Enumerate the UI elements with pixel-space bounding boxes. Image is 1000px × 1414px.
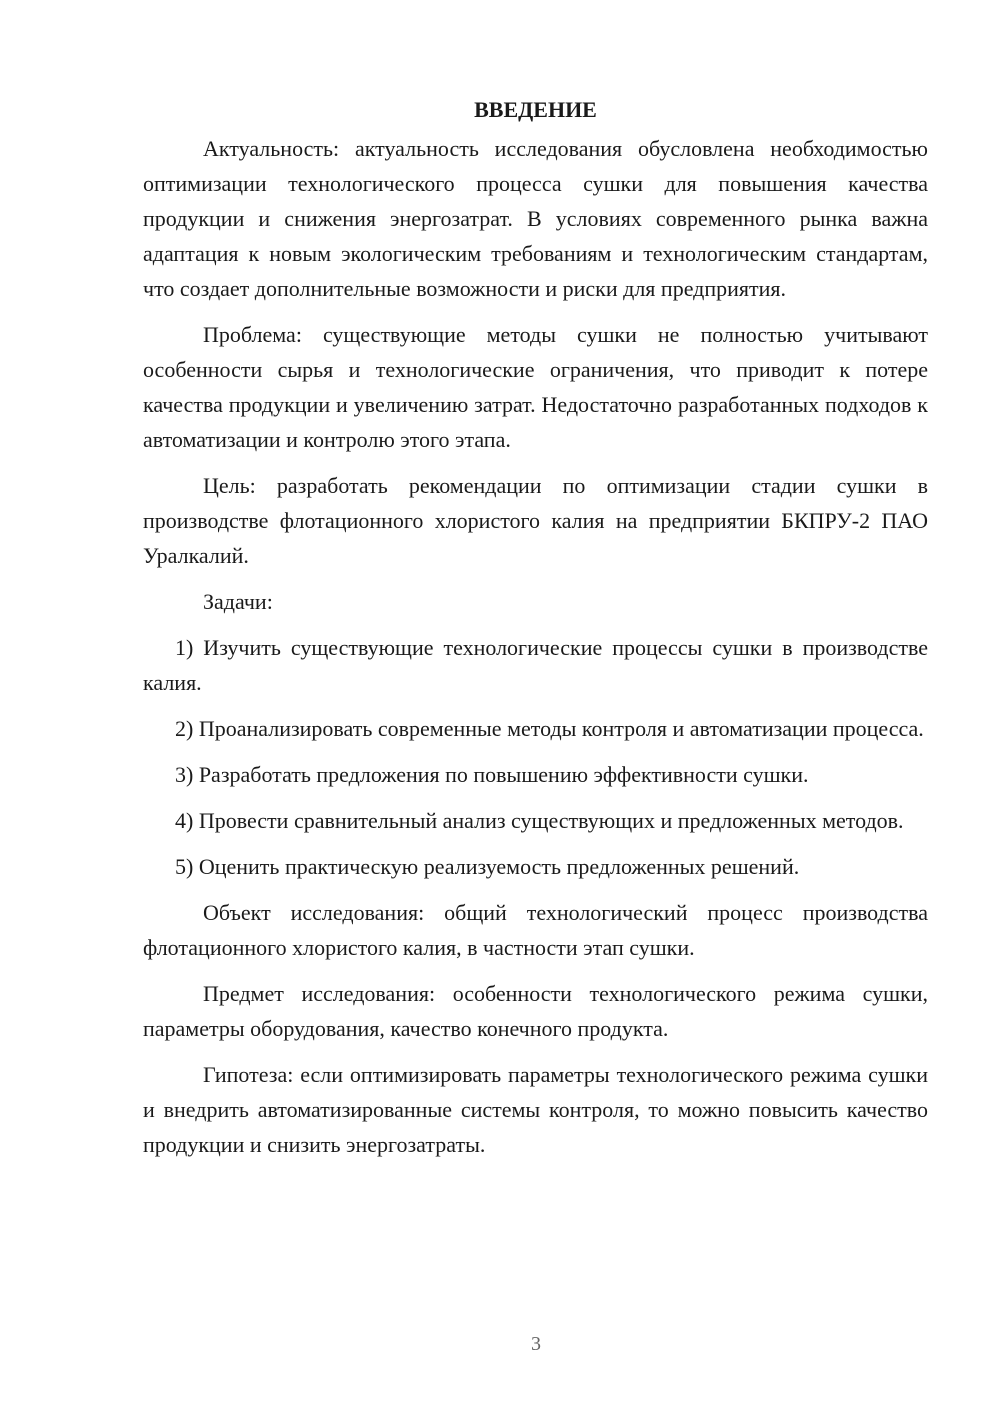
paragraph-relevance: Актуальность: актуальность исследования обусловлена необходимостью оптимизации технологического процесса сушки для повышения качества продукции и снижения энергозатрат. В условиях современного рынка важна адаптация к новым экологическим требованиям и технологическим стандартам, что создает дополнительные возможности и риски для предприятия. (143, 136, 928, 301)
page-content (143, 92, 928, 1162)
section-title: ВВЕДЕНИЕ (474, 97, 597, 122)
page-number: 3 (531, 1333, 541, 1355)
task-item-4: 4) Провести сравнительный анализ существующих и предложенных методов. (175, 808, 904, 833)
task-item-5: 5) Оценить практическую реализуемость предложенных решений. (175, 854, 800, 879)
paragraph-subject: Предмет исследования: особенности технологического режима сушки, параметры оборудования, качество конечного продукта. (143, 981, 928, 1041)
tasks-heading: Задачи: (203, 589, 273, 614)
paragraph-goal: Цель: разработать рекомендации по оптимизации стадии сушки в производстве флотационного хлористого калия на предприятии БКПРУ-2 ПАО Уралкалий. (143, 473, 928, 568)
task-item-2: 2) Проанализировать современные методы контроля и автоматизации процесса. (175, 716, 924, 741)
paragraph-hypothesis: Гипотеза: если оптимизировать параметры технологического режима сушки и внедрить автоматизированные системы контроля, то можно повысить качество продукции и снизить энергозатраты. (143, 1062, 928, 1157)
task-item-1: 1) Изучить существующие технологические процессы сушки в производстве калия. (143, 635, 928, 695)
task-item-3: 3) Разработать предложения по повышению эффективности сушки. (175, 762, 809, 787)
paragraph-problem: Проблема: существующие методы сушки не полностью учитывают особенности сырья и технологические ограничения, что приводит к потере качества продукции и увеличению затрат. Недостаточно разработанных подходов к автоматизации и контролю этого этапа. (143, 322, 928, 452)
paragraph-object: Объект исследования: общий технологический процесс производства флотационного хлористого калия, в частности этап сушки. (143, 900, 928, 960)
